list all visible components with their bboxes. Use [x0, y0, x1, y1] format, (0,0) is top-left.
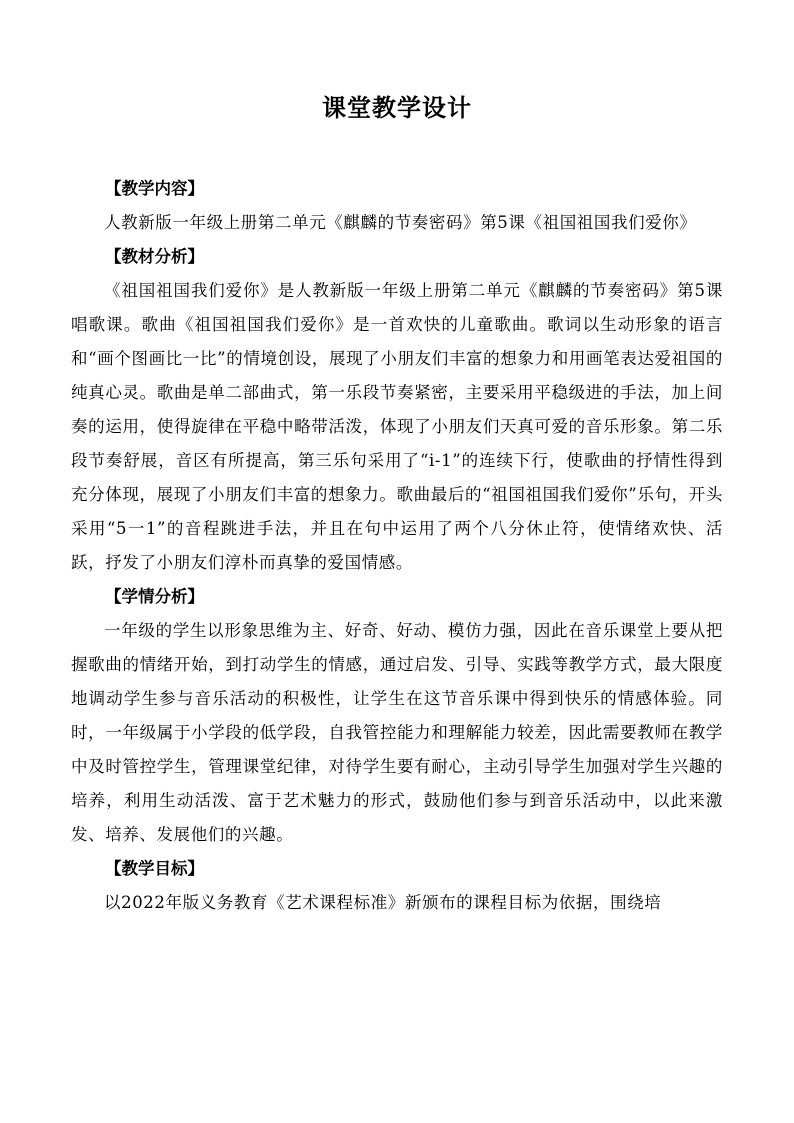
section-text-teaching-objectives: 以2022年版义务教育《艺术课程标准》新颁布的课程目标为依据，围绕培 — [104, 893, 662, 912]
section-heading-textbook-analysis: 【教材分析】 — [105, 247, 204, 266]
document-page — [71, 86, 723, 920]
page-title: 课堂教学设计 — [322, 94, 472, 122]
section-text-textbook-analysis: 《祖国祖国我们爱你》是人教新版一年级上册第二单元《麒麟的节奏密码》第5课唱歌课。歌曲《祖国祖国我们爱你》是一首欢快的儿童歌曲。歌词以生动形象的语言和“画个图画比一比”的情境创设，展现了小朋友们丰富的想象力和用画笔表达爱祖国的纯真心灵。歌曲是单二部曲式，第一乐段节奏紧密，主要采用平稳级进的手法，加上间奏的运用，使得旋律在平稳中略带活泼，体现了小朋友们天真可爱的音乐形象。第二乐段节奏舒展，音区有所提高，第三乐句采用了“i-1”的连续下行，使歌曲的抒情性得到充分体现，展现了小朋友们丰富的想象力。歌曲最后的“祖国祖国我们爱你”乐句，开头采用“5一1”的音程跳进手法，并且在句中运用了两个八分休止符，使情绪欢快、活跃，抒发了小朋友们淳朴而真挚的爱国情感。 — [71, 281, 723, 572]
section-text-teaching-content: 人教新版一年级上册第二单元《麒麟的节奏密码》第5课《祖国祖国我们爱你》 — [104, 213, 697, 232]
section-text-student-analysis: 一年级的学生以形象思维为主、好奇、好动、模仿力强，因此在音乐课堂上要从把握歌曲的情绪开始，到打动学生的情感，通过启发、引导、实践等教学方式，最大限度地调动学生参与音乐活动的积极性，让学生在这节音乐课中得到快乐的情感体验。同时，一年级属于小学段的低学段，自我管控能力和理解能力较差，因此需要教师在教学中及时管控学生，管理课堂纪律，对待学生要有耐心，主动引导学生加强对学生兴趣的培养，利用生动活泼、富于艺术魅力的形式，鼓励他们参与到音乐活动中，以此来激发、培养、发展他们的兴趣。 — [71, 621, 723, 844]
section-heading-teaching-content: 【教学内容】 — [105, 179, 204, 198]
section-teaching-content — [71, 172, 723, 240]
section-heading-student-analysis: 【学情分析】 — [105, 587, 204, 606]
section-textbook-analysis — [71, 240, 723, 580]
section-teaching-objectives — [71, 852, 723, 920]
section-student-analysis — [71, 580, 723, 852]
section-heading-teaching-objectives: 【教学目标】 — [105, 859, 204, 878]
